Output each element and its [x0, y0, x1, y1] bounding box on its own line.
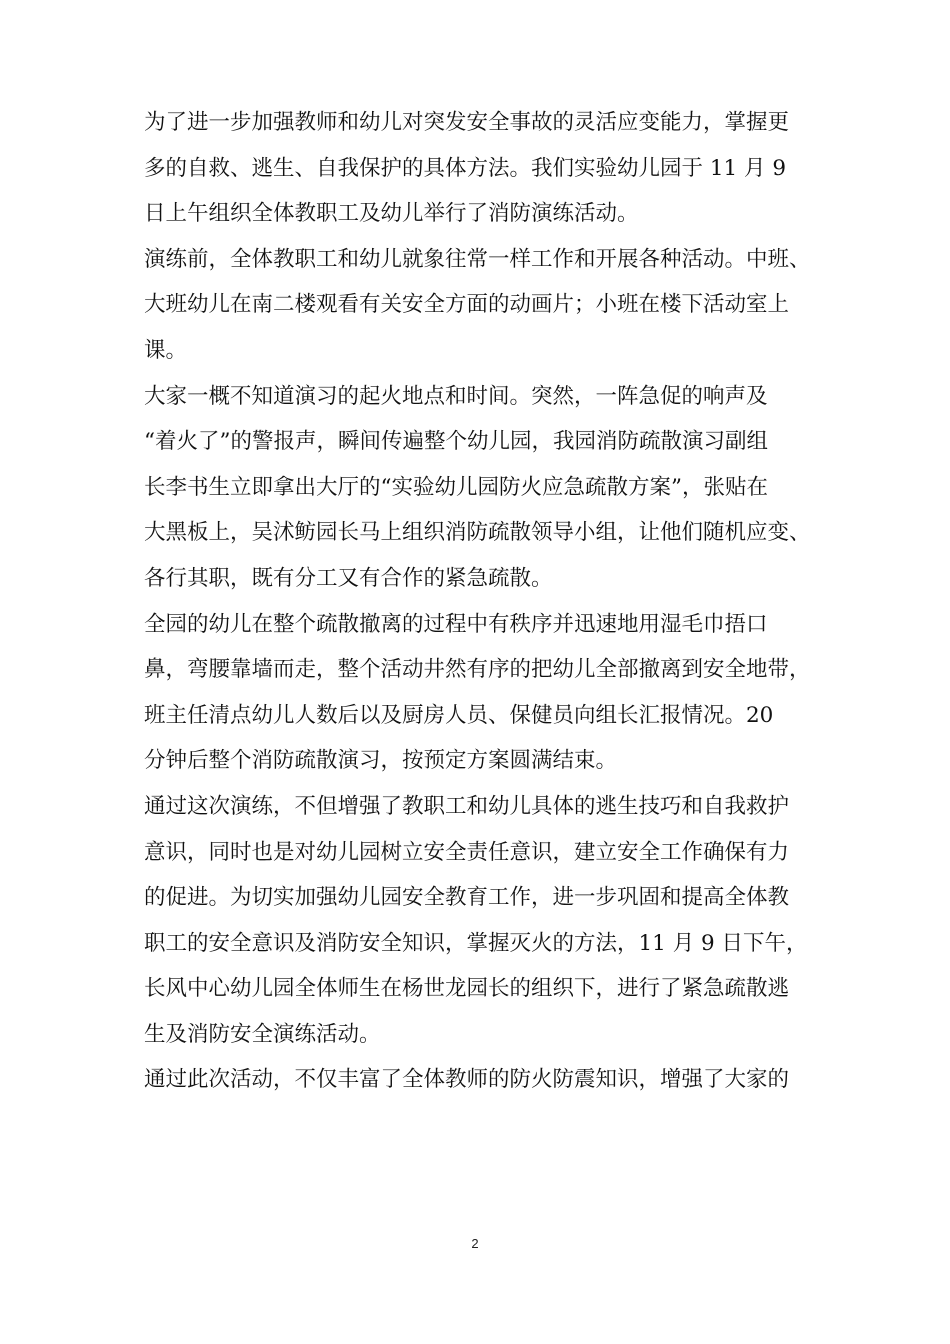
text-line: 鼻，弯腰靠墙而走，整个活动井然有序的把幼儿全部撤离到安全地带，	[144, 657, 811, 683]
text-line: 通过这次演练，不但增强了教职工和幼儿具体的逃生技巧和自我救护	[144, 793, 790, 819]
text-line: “着火了”的警报声，瞬间传遍整个幼儿园，我园消防疏散演习副组	[144, 429, 768, 455]
text-line: 分钟后整个消防疏散演习，按预定方案圆满结束。	[144, 748, 618, 774]
text-line: 班主任清点幼儿人数后以及厨房人员、保健员向组长汇报情况。20	[144, 702, 774, 728]
text-line: 生及消防安全演练活动。	[144, 1021, 381, 1047]
text-line: 大家一概不知道演习的起火地点和时间。突然，一阵急促的响声及	[144, 383, 768, 409]
text-line: 职工的安全意识及消防安全知识，掌握灭火的方法，11 月 9 日下午，	[144, 930, 808, 956]
text-line: 课。	[144, 337, 188, 363]
text-line: 长李书生立即拿出大厅的“实验幼儿园防火应急疏散方案”，张贴在	[144, 474, 768, 500]
text-line: 意识，同时也是对幼儿园树立安全责任意识，建立安全工作确保有力	[144, 839, 790, 865]
text-line: 的促进。为切实加强幼儿园安全教育工作，进一步巩固和提高全体教	[144, 885, 790, 911]
text-line: 通过此次活动，不仅丰富了全体教师的防火防震知识，增强了大家的	[144, 1067, 790, 1093]
text-line: 日上午组织全体教职工及幼儿举行了消防演练活动。	[144, 201, 639, 227]
text-line: 长风中心幼儿园全体师生在杨世龙园长的组织下，进行了紧急疏散逃	[144, 976, 790, 1002]
text-line: 全园的幼儿在整个疏散撤离的过程中有秩序并迅速地用湿毛巾捂口	[144, 611, 768, 637]
text-line: 各行其职，既有分工又有合作的紧急疏散。	[144, 565, 553, 591]
text-line: 为了进一步加强教师和幼儿对突发安全事故的灵活应变能力，掌握更	[144, 110, 790, 135]
text-line: 演练前，全体教职工和幼儿就象往常一样工作和开展各种活动。中班、	[144, 246, 811, 272]
body-text	[144, 100, 814, 1103]
page-number: 2	[471, 1236, 479, 1251]
text-line: 大班幼儿在南二楼观看有关安全方面的动画片；小班在楼下活动室上	[144, 292, 790, 318]
text-line: 大黑板上，吴沭鲂园长马上组织消防疏散领导小组，让他们随机应变、	[144, 520, 811, 546]
text-line: 多的自救、逃生、自我保护的具体方法。我们实验幼儿园于 11 月 9	[144, 155, 787, 181]
